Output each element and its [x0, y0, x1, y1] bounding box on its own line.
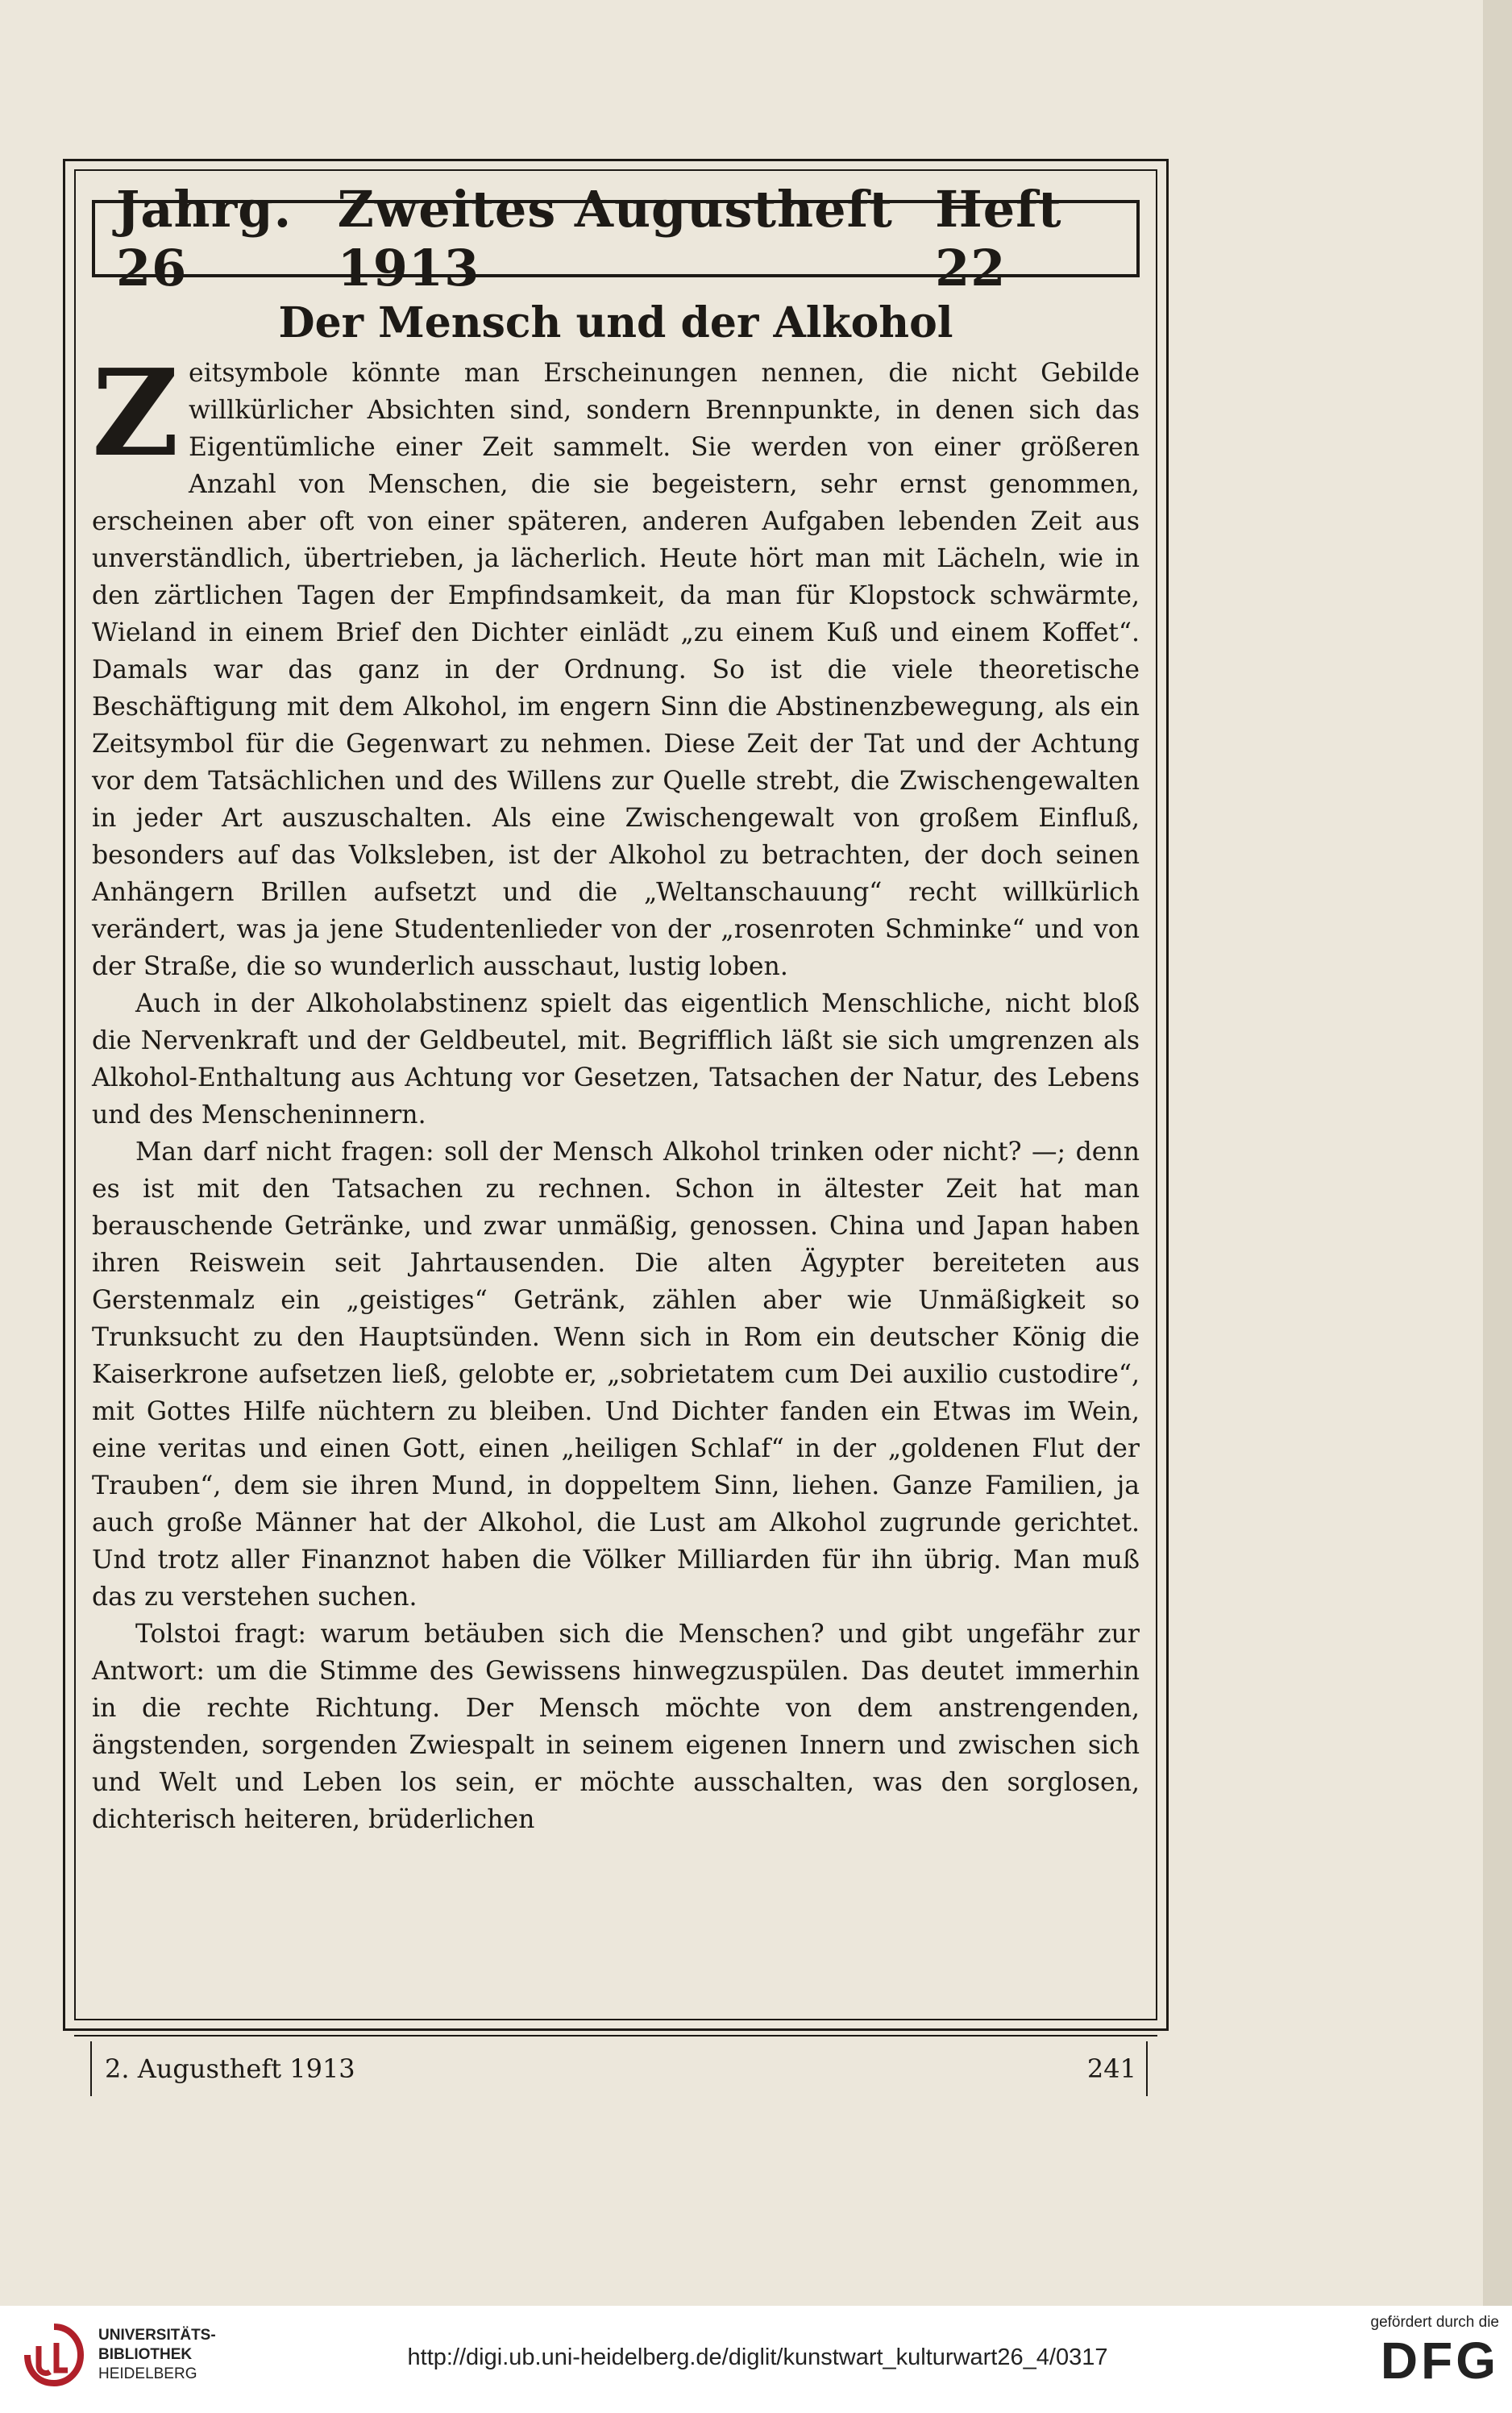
number-label: Heft 22 [935, 180, 1062, 297]
footer-rule-left [90, 2041, 92, 2096]
page-edge [1483, 0, 1512, 2306]
paragraph: Auch in der Alkoholabstinenz spielt das eigentlich Menschliche, nicht bloß die Nervenkraft und der Geldbeutel, mit. Begrifflich läßt sie sich umgrenzen als Alkohol-Enthaltung aus Achtung vor Gesetzen, Tatsachen der Natur, des Lebens und des Menscheninnern. [92, 989, 1140, 1130]
page-number: 241 [1086, 2053, 1136, 2084]
source-url[interactable]: http://digi.ub.uni-heidelberg.de/diglit/kunstwart_kulturwart26_4/0317 [407, 2344, 1108, 2370]
footer-issue: 2. Augustheft 1913 [105, 2053, 355, 2084]
article-title: Der Mensch und der Alkohol [278, 298, 953, 347]
issue-label: Zweites Augustheft 1913 [337, 180, 893, 297]
volume-label: Jahrg. 26 [116, 180, 293, 297]
footer-rule [74, 2035, 1157, 2036]
paragraph: Man darf nicht fragen: soll der Mensch Alkohol trinken oder nicht? —; denn es ist mit den Tatsachen zu rechnen. Schon in ältester Zeit hat man berauschende Getränke, und zwar unmäßig, genossen. China und Japan haben ihren Reiswein seit Jahrtausenden. Die alten Ägypter bereiteten aus Gerstenmalz ein „geistiges“ Getränk, zählen aber wie Unmäßigkeit so Trunksucht zu den Hauptsünden. Wenn sich in Rom ein deutscher König die Kaiserkrone aufsetzen ließ, gelobte er, „sobrietatem cum Dei auxilio custodire“, mit Gottes Hilfe nüchtern zu bleiben. Und Dichter fanden ein Etwas im Wein, eine veritas und einen Gott, einen „heiligen Schlaf“ in der „goldenen Flut der Trauben“, dem sie ihren Mund, in doppeltem Sinn, liehen. Ganze Familien, ja auch große Männer hat der Alkohol, die Lust am Alkohol zugrunde gerichtet. Und trotz aller Finanznot haben die Völker Milliarden für ihn übrig. Man muß das zu verstehen suchen. [92, 1138, 1140, 1612]
library-line: UNIVERSITÄTS- [98, 2327, 216, 2344]
issue-header [92, 180, 1140, 297]
library-line: BIBLIOTHEK [98, 2346, 193, 2363]
ub-heidelberg-logo-icon [21, 2322, 87, 2388]
page-footer [105, 2048, 1136, 2090]
drop-cap: Z [92, 343, 180, 483]
sponsor-label: gefördert durch die [1370, 2314, 1499, 2331]
library-line: HEIDELBERG [98, 2365, 197, 2382]
paragraph: Zeitsymbole könnte man Erscheinungen nennen, die nicht Gebilde willkürlicher Absichten sind, sondern Brennpunkte, in denen sich das Eigentümliche einer Zeit sammelt. Sie werden von einer größeren Anzahl von Menschen, die sie begeistern, sehr ernst genommen, erscheinen aber oft von einer späteren, anderen Aufgaben lebenden Zeit aus unverständlich, übertrieben, ja lächerlich. Heute hört man mit Lächeln, wie in den zärtlichen Tagen der Empfindsamkeit, da man für Klopstock schwärmte, Wieland in einem Brief den Dichter einlädt „zu einem Kuß und einem Koffet“. Damals war das ganz in der Ordnung. So ist die viele theoretische Beschäftigung mit dem Alkohol, im engern Sinn die Abstinenzbewegung, als ein Zeitsymbol für die Gegenwart zu nehmen. Diese Zeit der Tat und der Achtung vor dem Tatsächlichen und des Willens zur Quelle strebt, die Zwischengewalten in jeder Art auszuschalten. Als eine Zwischengewalt von großem Einfluß, besonders auf das Volksleben, ist der Alkohol zu betrachten, der doch seinen Anhängern Brillen aufsetzt und die „Weltanschauung“ recht willkürlich verändert, was ja jene Studentenlieder von der „rosenroten Schminke“ und von der Straße, die so wunderlich ausschaut, lustig loben. [92, 343, 1140, 981]
paragraph: Tolstoi fragt: warum betäuben sich die Menschen? und gibt ungefähr zur Antwort: um die Stimme des Gewissens hinwegzuspülen. Das deutet immerhin in die rechte Richtung. Der Mensch möchte von dem anstrengenden, ängstenden, sorgenden Zwiespalt in seinem eigenen Innern und zwischen sich und Welt und Leben los sein, er möchte ausschalten, was den sorglosen, dichterisch heiteren, brüderlichen [92, 1620, 1140, 1834]
footer-rule-right [1146, 2041, 1148, 2096]
article-body [92, 343, 1140, 1838]
sponsor-block [1312, 2314, 1499, 2390]
library-logo[interactable] [21, 2322, 216, 2388]
dfg-logo[interactable]: DFG [1380, 2332, 1499, 2390]
